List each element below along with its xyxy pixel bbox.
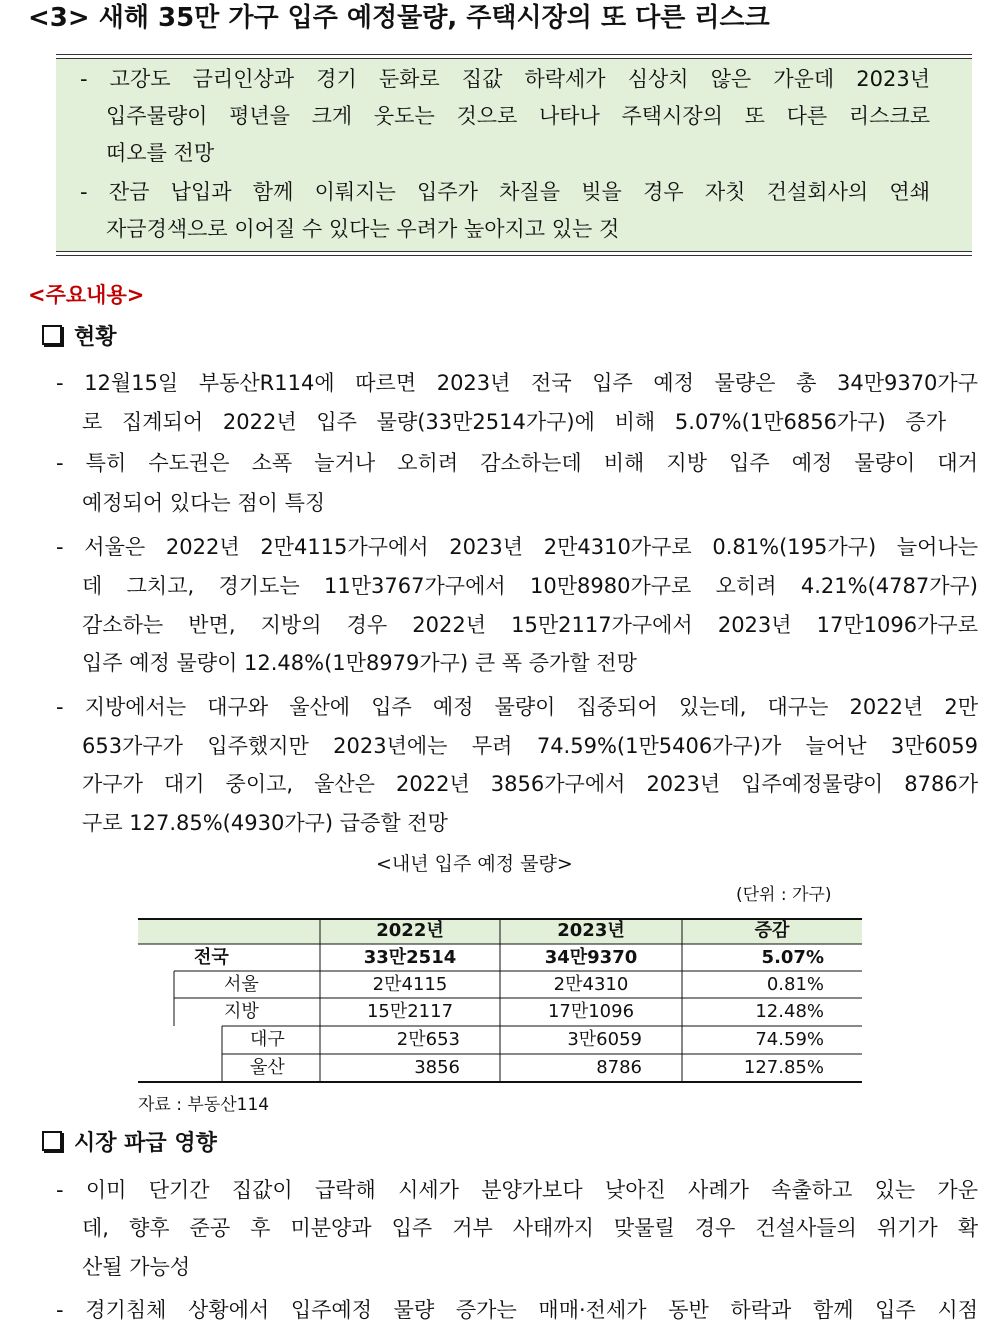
table-cell: 0.81%	[766, 974, 824, 995]
table-row-label: 지방	[224, 1001, 259, 1022]
table-row-label: 전국	[194, 947, 229, 968]
table-cell: 3만6059	[567, 1029, 642, 1050]
body-line: 가구가 대기 중이고, 울산은 2022년 3856가구에서 2023년 입주예정물량이 8786가	[82, 772, 978, 796]
checkbox-bullet-icon	[42, 1131, 62, 1151]
table-cell: 2만653	[396, 1029, 460, 1050]
main-content-label: <주요내용>	[28, 283, 145, 307]
summary-line: - 고강도 금리인상과 경기 둔화로 집값 하락세가 심상치 않은 가운데 2023년	[80, 67, 930, 91]
body-line: 감소하는 반면, 지방의 경우 2022년 15만2117가구에서 2023년 17만1096가구로	[82, 613, 978, 637]
table-cell: 5.07%	[761, 947, 824, 968]
table-source: 자료 : 부동산114	[138, 1095, 270, 1115]
body-line: - 이미 단기간 집값이 급락해 시세가 분양가보다 낮아진 사례가 속출하고 있는 가운	[56, 1178, 978, 1202]
table-header-2023: 2023년	[557, 920, 625, 941]
section-heading-market-impact	[42, 1128, 217, 1160]
table-cell: 34만9370	[544, 947, 638, 968]
body-line: - 12월15일 부동산R114에 따르면 2023년 전국 입주 예정 물량은 총 34만9370가구	[56, 371, 978, 395]
body-line: 입주 예정 물량이 12.48%(1만8979가구) 큰 폭 증가할 전망	[82, 651, 637, 675]
summary-line: 떠오를 전망	[106, 141, 215, 165]
table-cell: 3856	[414, 1057, 460, 1078]
body-line: - 특히 수도권은 소폭 늘거나 오히려 감소하는데 비해 지방 입주 예정 물량이 대거	[56, 451, 978, 475]
body-line: - 서울은 2022년 2만4115가구에서 2023년 2만4310가구로 0.81%(195가구) 늘어나는	[56, 535, 978, 559]
table-cell: 127.85%	[743, 1057, 824, 1078]
table-cell: 33만2514	[363, 947, 457, 968]
summary-line: - 잔금 납입과 함께 이뤄지는 입주가 차질을 빚을 경우 자칫 건설회사의 연쇄	[80, 180, 930, 204]
table-row-label: 서울	[224, 974, 259, 995]
summary-box	[56, 54, 972, 256]
summary-background	[56, 58, 972, 252]
table-row-label: 대구	[250, 1029, 285, 1050]
table-cell: 12.48%	[755, 1001, 824, 1022]
body-line: - 지방에서는 대구와 울산에 입주 예정 물량이 집중되어 있는데, 대구는 2022년 2만	[56, 695, 978, 719]
page-title: <3> 새해 35만 가구 입주 예정물량, 주택시장의 또 다른 리스크	[28, 3, 770, 33]
table-caption: <내년 입주 예정 물량>	[376, 853, 573, 875]
body-line: 데, 향후 준공 후 미분양과 입주 거부 사태까지 맞물릴 경우 건설사들의 위기가 확	[82, 1216, 978, 1240]
body-line: 데 그치고, 경기도는 11만3767가구에서 10만8980가구로 오히려 4.21%(4787가구)	[82, 574, 978, 598]
table-cell: 17만1096	[547, 1001, 635, 1022]
body-line: - 경기침체 상황에서 입주예정 물량 증가는 매매·전세가 동반 하락과 함께 입주 시점	[56, 1298, 978, 1322]
body-line: 653가구가 입주했지만 2023년에는 무려 74.59%(1만5406가구)가 늘어난 3만6059	[82, 734, 978, 758]
section-heading-text: 시장 파급 영향	[74, 1131, 217, 1156]
body-line: 예정되어 있다는 점이 특징	[82, 491, 326, 515]
table-row-label: 울산	[250, 1057, 285, 1078]
table-cell: 2만4115	[372, 974, 448, 995]
summary-line: 자금경색으로 이어질 수 있다는 우려가 높아지고 있는 것	[106, 217, 620, 241]
table-header-2022: 2022년	[376, 920, 444, 941]
table-unit: (단위 : 가구)	[736, 885, 832, 905]
section-heading-status	[42, 322, 117, 354]
data-table	[138, 918, 862, 1084]
table-cell: 8786	[596, 1057, 642, 1078]
body-line: 산될 가능성	[82, 1255, 191, 1279]
table-cell: 15만2117	[366, 1001, 454, 1022]
section-heading-text: 현황	[74, 325, 117, 350]
table-header-change: 증감	[754, 920, 790, 941]
summary-line: 입주물량이 평년을 크게 웃도는 것으로 나타나 주택시장의 또 다른 리스크로	[106, 104, 930, 128]
body-line: 로 집계되어 2022년 입주 물량(33만2514가구)에 비해 5.07%(1만6856가구) 증가	[82, 410, 946, 434]
table-cell: 2만4310	[553, 974, 629, 995]
table-cell: 74.59%	[755, 1029, 824, 1050]
checkbox-bullet-icon	[42, 325, 62, 345]
body-line: 구로 127.85%(4930가구) 급증할 전망	[82, 811, 448, 835]
